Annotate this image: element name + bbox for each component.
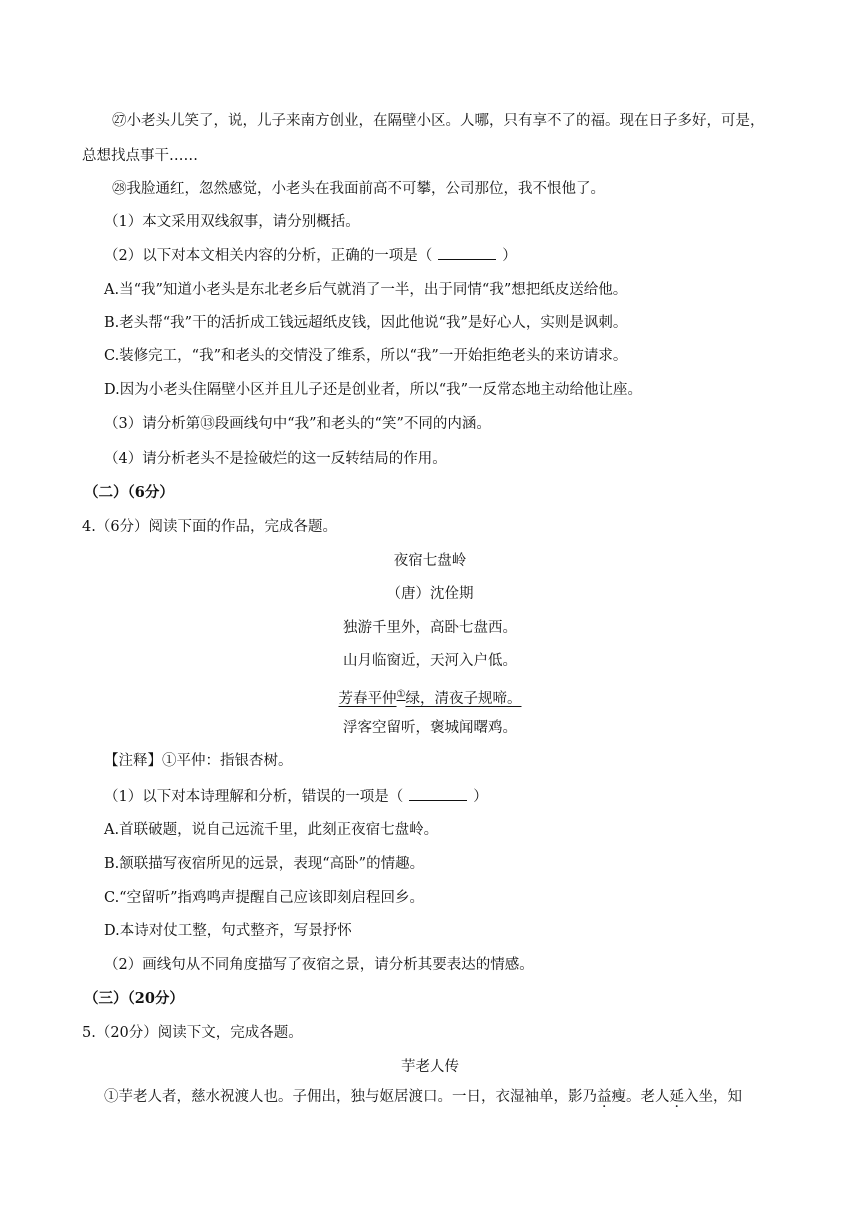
option-c: C.“空留听”指鸡鸣声提醒自己应该即刻启程回乡。 [104,890,425,906]
poem-line-1: 独游千里外，高卧七盘西。 [343,620,517,636]
dotted-char-益: 益 [597,1089,612,1105]
paragraph-27-line-2: 总想找点事干…… [82,148,198,164]
question-3-2 [104,245,517,266]
dotted-char-入: 入 [684,1089,699,1105]
poem-note: 【注释】①平仲：指银杏树。 [104,753,293,769]
answer-blank[interactable] [409,786,467,801]
option-d: D.因为小老头住隔壁小区并且儿子还是创业者，所以“我”一反常态地主动给他让座。 [104,382,643,398]
passage-title: 芋老人传 [401,1059,459,1075]
option-b: B.老头帮“我”干的活折成工钱远超纸皮钱，因此他说“我”是好心人，实则是讽刺。 [104,315,628,331]
poem-line-4: 浮客空留听，褒城闻曙鸡。 [343,720,517,736]
footnote-marker: ① [396,689,406,700]
question-4-2: （2）画线句从不同角度描写了夜宿之景，请分析其要表达的情感。 [104,957,534,973]
question-3-3: （3）请分析第⑬段画线句中“我”和老头的“笑”不同的内涵。 [104,416,491,432]
option-d: D.本诗对仗工整，句式整齐，写景抒怀 [104,923,352,939]
question-4-1-close: ） [473,789,488,805]
question-4-stem: 4.（6分）阅读下面的作品，完成各题。 [82,519,338,535]
dotted-char-延: 延 [669,1089,684,1105]
question-3-1: （1）本文采用双线叙事，请分别概括。 [104,214,360,230]
question-4-1 [104,786,488,807]
question-5-stem: 5.（20分）阅读下文，完成各题。 [82,1025,303,1041]
question-3-2-text: （2）以下对本文相关内容的分析，正确的一项是（ [104,248,433,264]
passage-paragraph-1 [104,1087,742,1107]
paragraph-1-text-b: 瘦。老人 [611,1089,670,1105]
paragraph-1-text-a: ①芋老人者，慈水祝渡人也。子佣出，独与妪居渡口。一日，衣湿袖单，影 [104,1089,583,1105]
question-3-2-close: ） [502,248,517,264]
question-4-1-text: （1）以下对本诗理解和分析，错误的一项是（ [104,789,404,805]
option-b: B.颔联描写夜宿所见的远景，表现“高卧”的情趣。 [104,856,425,872]
section-3-heading: （三）（20分） [84,990,184,1007]
poem-title: 夜宿七盘岭 [393,553,467,569]
poem-author: （唐）沈佺期 [386,586,474,602]
poem-line-3-part-2: 绿，清夜子规啼。 [405,690,522,707]
section-2-heading: （二）（6分） [84,484,174,501]
paragraph-28: ㉘我脸通红，忽然感觉，小老头在我面前高不可攀，公司那位，我不恨他了。 [112,181,605,197]
poem-line-3-underlined [0,685,860,709]
poem-line-2: 山月临窗近，天河入户低。 [343,653,517,669]
question-3-4: （4）请分析老头不是捡破烂的这一反转结局的作用。 [104,451,447,467]
answer-blank[interactable] [438,245,496,260]
option-a: A.当“我”知道小老头是东北老乡后气就消了一半，出于同情“我”想把纸皮送给他。 [104,282,628,298]
poem-line-3-part-1: 芳春平仲 [338,690,397,707]
paragraph-1-text-c: 坐，知 [698,1089,742,1105]
option-c: C.装修完工，“我”和老头的交情没了维系，所以“我”一开始拒绝老头的来访请求。 [104,348,628,364]
dotted-char-乃: 乃 [582,1089,597,1105]
paragraph-27-line-1: ㉗小老头儿笑了，说，儿子来南方创业，在隔壁小区。人哪，只有享不了的福。现在日子多好，可是， [112,113,765,129]
option-a: A.首联破题，说自己远流千里，此刻正夜宿七盘岭。 [104,822,439,838]
